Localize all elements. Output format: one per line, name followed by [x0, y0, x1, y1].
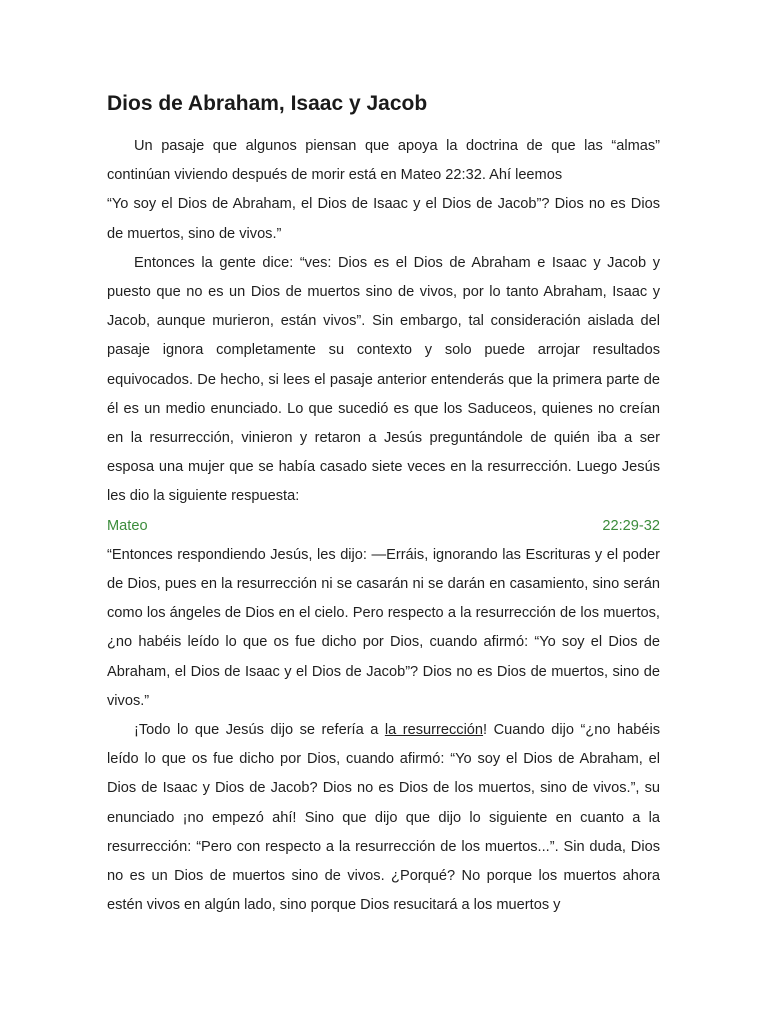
paragraph-conclusion [107, 716, 660, 920]
scripture-reference [107, 512, 660, 541]
reference-book: Mateo [107, 517, 148, 534]
paragraph-scripture-quote: “Entonces respondiendo Jesús, les dijo: —Erráis, ignorando las Escrituras y el poder de Dios, pues en la resurrección ni se casarán ni se darán en casamiento, sino serán como los ángeles de Dios en el cielo. Pero respecto a la resurrección de los muertos, ¿no habéis leído lo que os fue dicho por Dios, cuando afirmó: “Yo soy el Dios de Abraham, el Dios de Isaac y el Dios de Jacob”? Dios no es Dios de muertos, sino de vivos.” [107, 546, 660, 709]
conclusion-start: ¡Todo lo que Jesús dijo se refería a [134, 722, 385, 739]
paragraph-argument: Entonces la gente dice: “ves: Dios es el Dios de Abraham e Isaac y Jacob y puesto que no es un Dios de muertos sino de vivos, por lo tanto Abraham, Isaac y Jacob, aunque murieron, están vivos”. Sin embargo, tal consideración aislada del pasaje ignora completamente su contexto y solo puede arrojar resultados equivocados. De hecho, si lees el pasaje anterior entenderás que la primera parte de él es un medio enunciado. Lo que sucedió es que los Saduceos, quienes no creían en la resurrección, vinieron y retaron a Jesús preguntándole de quién iba a ser esposa una mujer que se había casado siete veces en la resurrección. Luego Jesús les dio la siguiente respuesta: [107, 254, 660, 505]
paragraph-intro: Un pasaje que algunos piensan que apoya la doctrina de que las “almas” continúan viviendo después de morir está en Mateo 22:32. Ahí leemos [107, 138, 660, 184]
paragraph-verse-quote: “Yo soy el Dios de Abraham, el Dios de Isaac y el Dios de Jacob”? Dios no es Dios de muertos, sino de vivos.” [107, 196, 660, 242]
reference-verse: 22:29-32 [602, 517, 660, 534]
conclusion-rest: ! Cuando dijo “¿no habéis leído lo que os fue dicho por Dios, cuando afirmó: “Yo soy el Dios de Abraham, el Dios de Isaac y Dios de Jacob? Dios no es Dios de los muertos, sino de vivos.”, su enunciado ¡no empezó ahí! Sino que dijo que dijo lo siguiente en cuanto a la resurrección: “Pero con respecto a la resurrección de los muertos...”. Sin duda, Dios no es un Dios de muertos sino de vivos. ¿Porqué? No porque los muertos ahora estén vivos en algún lado, sino porque Dios resucitará a los muertos y [107, 722, 661, 914]
document-page [107, 88, 660, 920]
resurrection-link[interactable]: la resurrección [384, 722, 484, 739]
document-title: Dios de Abraham, Isaac y Jacob [107, 92, 428, 115]
